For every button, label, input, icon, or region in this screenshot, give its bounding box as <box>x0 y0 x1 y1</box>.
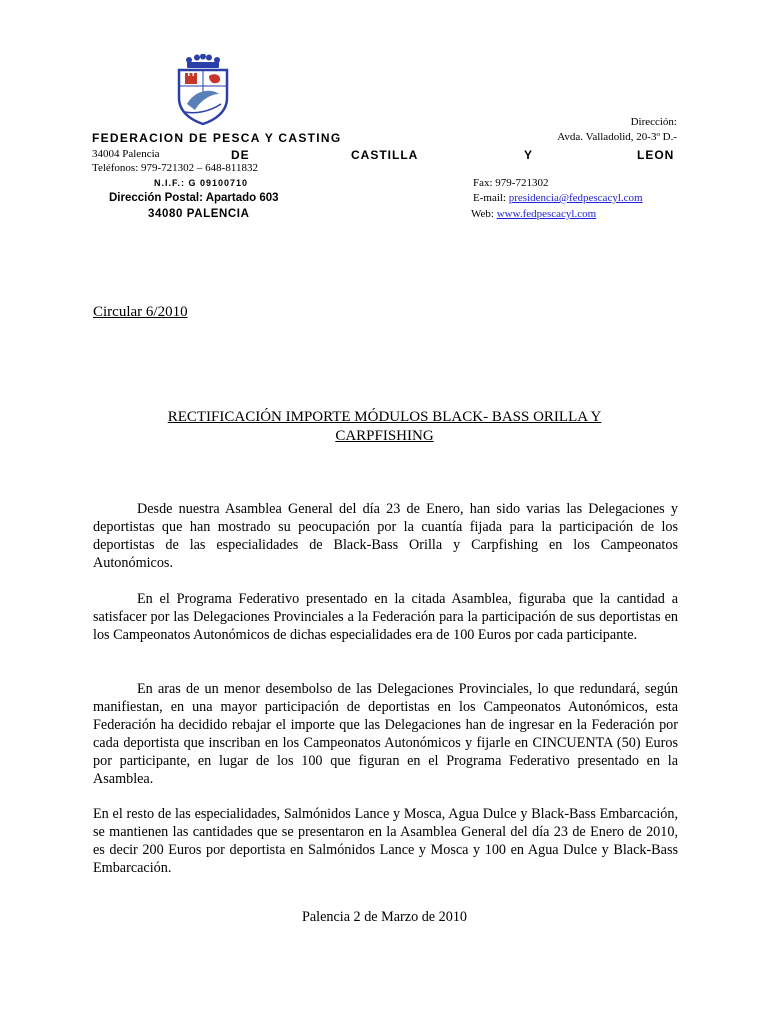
organization-name: FEDERACION DE PESCA Y CASTING <box>92 131 342 145</box>
city-line: 34004 Palencia <box>92 148 160 160</box>
email-line <box>473 192 643 204</box>
street-address: Avda. Valladolid, 20-3º D.- <box>557 131 677 143</box>
web-label: Web: <box>471 208 497 220</box>
body-paragraph: En el resto de las especialidades, Salmónidos Lance y Mosca, Agua Dulce y Black-Bass Embarcación, se mantienen las cantidades que se presentaron en la Asamblea General del día 23 de Enero de 2010, es decir 200 Euros por deportista en Salmónidos Lance y Mosca y 100 en Agua Dulce y Black-Bass Embarcación. <box>93 806 678 876</box>
postal-city: 34080 PALENCIA <box>148 208 250 220</box>
organization-name-y: Y <box>524 148 533 162</box>
document-title-line-2: CARPFISHING <box>335 428 434 444</box>
body-paragraph: En el Programa Federativo presentado en la citada Asamblea, figuraba que la cantidad a satisfacer por las Delegaciones Provinciales a la Federación para la participación de sus deportistas en los Campeonatos Autonómicos de dichas especialidades era de 100 Euros por cada participante. <box>93 591 678 643</box>
date-place-line: Palencia 2 de Marzo de 2010 <box>301 909 468 925</box>
coat-of-arms-icon <box>175 54 231 126</box>
circular-number: Circular 6/2010 <box>93 304 188 320</box>
phone-line: Teléfonos: 979-721302 – 648-811832 <box>92 162 258 174</box>
organization-name-castilla: CASTILLA <box>351 148 419 162</box>
body-paragraph: En aras de un menor desembolso de las Delegaciones Provinciales, lo que redundará, según manifiestan, en una mayor participación de deportistas en los Campeonatos Autonómicos, esta Federación ha decidido rebajar el importe que las Delegaciones han de ingresar en la Federación por cada deportista que inscriban en los Campeonatos Autonómicos y fijarle en CINCUENTA (50) Euros por participante, en lugar de los 100 que figuran en el Programa Federativo presentado en la Asamblea. <box>93 681 678 787</box>
email-label: E-mail: <box>473 192 509 204</box>
web-link[interactable]: www.fedpescacyl.com <box>496 208 597 220</box>
document-title-line-1: RECTIFICACIÓN IMPORTE MÓDULOS BLACK- BASS ORILLA Y <box>167 409 602 425</box>
postal-address: Dirección Postal: Apartado 603 <box>109 192 279 204</box>
web-line <box>471 208 596 220</box>
email-link[interactable]: presidencia@fedpescacyl.com <box>508 192 643 204</box>
organization-name-leon: LEON <box>637 148 675 162</box>
organization-name-de: DE <box>231 148 250 162</box>
direccion-label: Dirección: <box>630 116 677 128</box>
nif-line: N.I.F.: G 09100710 <box>154 178 249 188</box>
fax-line: Fax: 979-721302 <box>473 177 549 189</box>
body-paragraph: Desde nuestra Asamblea General del día 23 de Enero, han sido varias las Delegaciones y deportistas que han mostrado su peocupación por la cuantía fijada para la participación de los deportistas de las especialidades de Black-Bass Orilla y Carpfishing en los Campeonatos Autonómicos. <box>93 501 678 571</box>
